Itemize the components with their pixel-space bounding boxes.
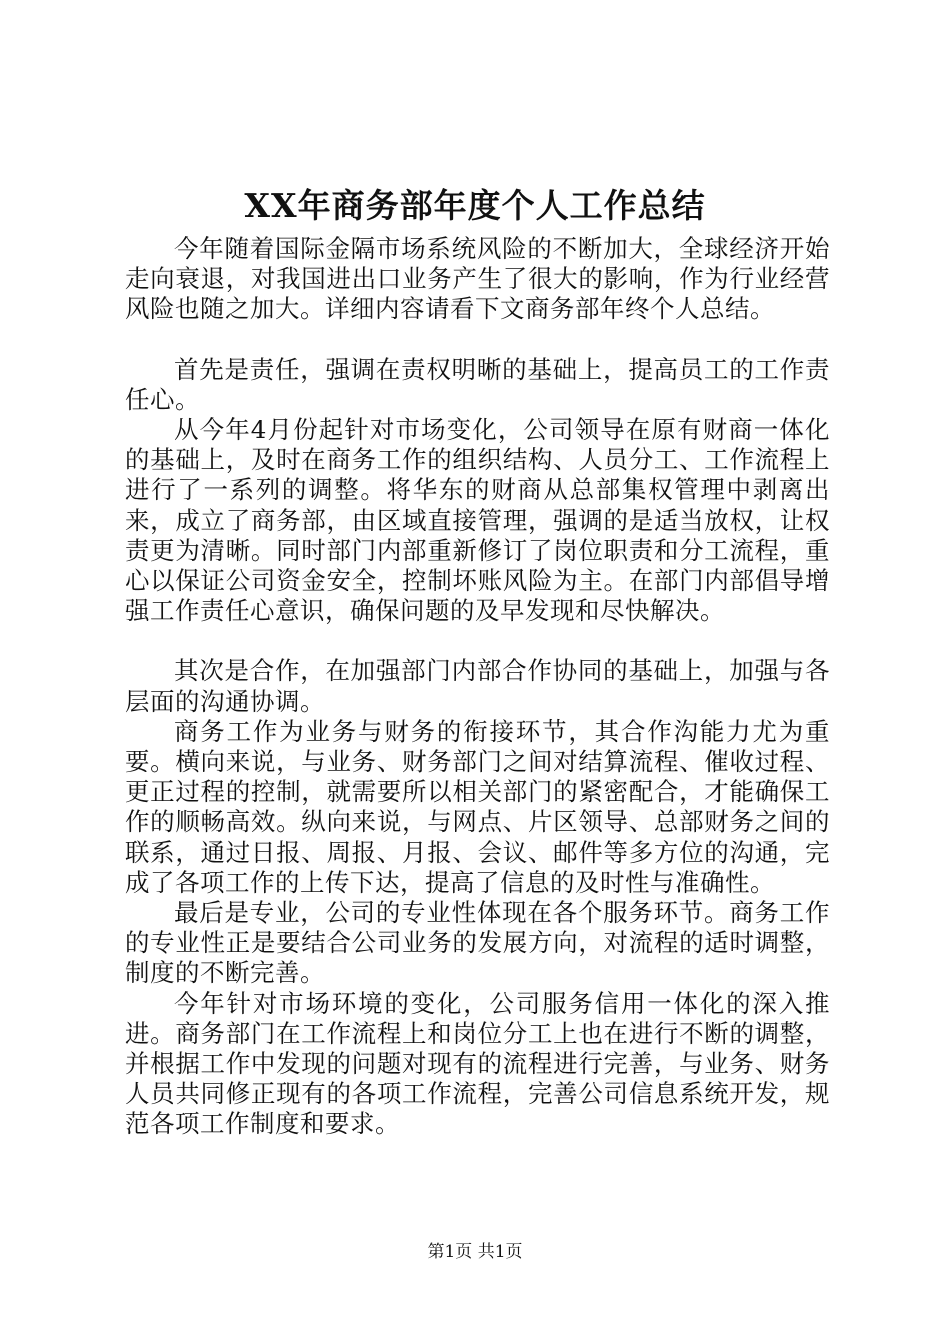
paragraph-conclusion: 今年针对市场环境的变化，公司服务信用一体化的深入推进。商务部门在工作流程上和岗位分工上也在进行不断的调整，并根据工作中发现的问题对现有的流程进行完善，与业务、财务人员共同修正现有的各项工作流程，完善公司信息系统开发，规范各项工作制度和要求。 xyxy=(125,988,830,1139)
paragraph-cooperation-heading: 其次是合作，在加强部门内部合作协同的基础上，加强与各层面的沟通协调。 xyxy=(125,656,830,716)
paragraph-responsibility-detail: 从今年4月份起针对市场变化，公司领导在原有财商一体化的基础上，及时在商务工作的组织结构、人员分工、工作流程上进行了一系列的调整。将华东的财商从总部集权管理中剥离出来，成立了商务部，由区域直接管理，强调的是适当放权，让权责更为清晰。同时部门内部重新修订了岗位职责和分工流程，重心以保证公司资金安全，控制坏账风险为主。在部门内部倡导增强工作责任心意识，确保问题的及早发现和尽快解决。 xyxy=(125,415,830,626)
paragraph-responsibility-heading: 首先是责任，强调在责权明晰的基础上，提高员工的工作责任心。 xyxy=(125,354,830,414)
document-body xyxy=(125,234,830,1140)
paragraph-cooperation-detail: 商务工作为业务与财务的衔接环节，其合作沟能力尤为重要。横向来说，与业务、财务部门之间对结算流程、催收过程、更正过程的控制，就需要所以相关部门的紧密配合，才能确保工作的顺畅高效。纵向来说，与网点、片区领导、总部财务之间的联系，通过日报、周报、月报、会议、邮件等多方位的沟通，完成了各项工作的上传下达，提高了信息的及时性与准确性。 xyxy=(125,716,830,897)
paragraph-spacer xyxy=(125,626,830,656)
page-footer: 第1页 共1页 xyxy=(427,1242,523,1262)
paragraph-professionalism: 最后是专业，公司的专业性体现在各个服务环节。商务工作的专业性正是要结合公司业务的发展方向，对流程的适时调整，制度的不断完善。 xyxy=(125,898,830,988)
paragraph-intro: 今年随着国际金隔市场系统风险的不断加大，全球经济开始走向衰退，对我国进出口业务产生了很大的影响，作为行业经营风险也随之加大。详细内容请看下文商务部年终个人总结。 xyxy=(125,234,830,324)
document-title: XX年商务部年度个人工作总结 xyxy=(244,186,706,225)
paragraph-spacer xyxy=(125,325,830,355)
